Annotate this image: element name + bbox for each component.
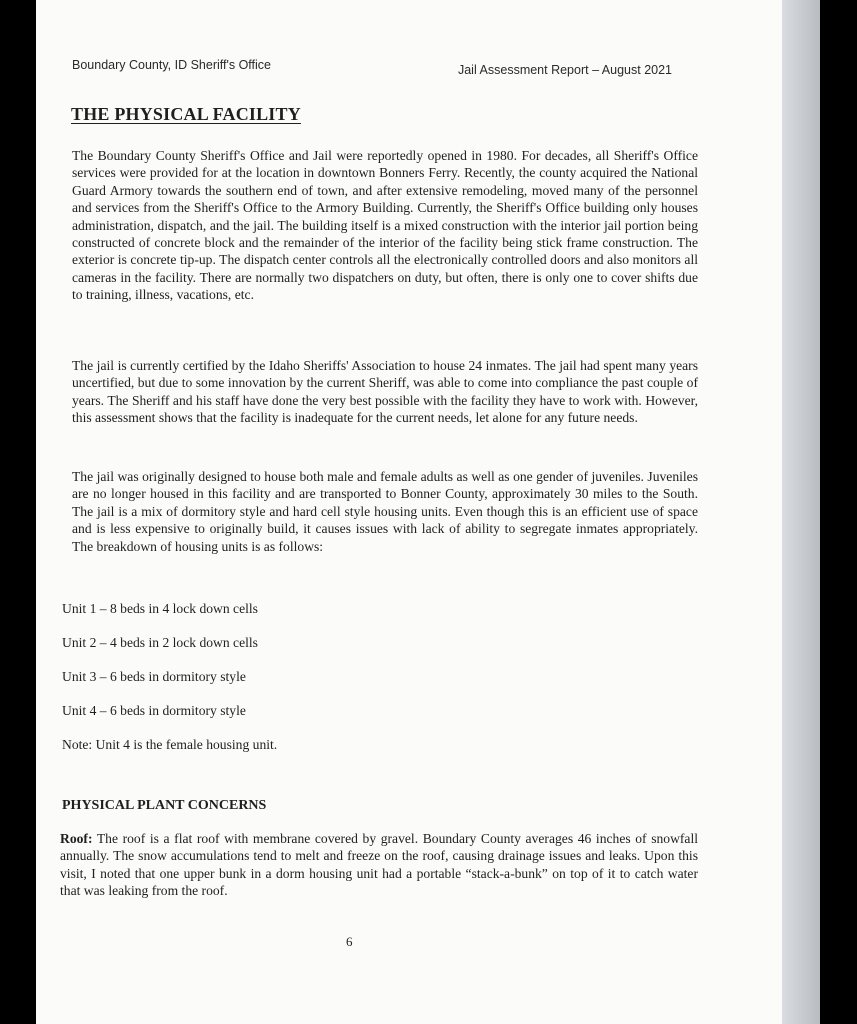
page-number: 6: [346, 934, 353, 949]
header-agency: Boundary County, ID Sheriff's Office: [72, 58, 272, 72]
subsection-title: PHYSICAL PLANT CONCERNS: [62, 798, 267, 813]
paragraph-facility-history: The Boundary County Sheriff's Office and Jail were reportedly opened in 1980. For decades, all Sheriff's Office services were provided for at the location in downtown Bonners Ferry. Recently, the county acquired the National Guard Armory towards the southern end of town, and after extensive remodeling, moved many of the personnel and services from the Sheriff's Office to the Armory Building. Currently, the Sheriff's Office building only houses administration, dispatch, and the jail. The building itself is a mixed construction with the interior jail portion being constructed of concrete block and the remainder of the interior of the facility being stick frame construction. The exterior is concrete tip-up. The dispatch center controls all the electronically controlled doors and also monitors all cameras in the facility. There are normally two dispatchers on duty, but often, there is only one to cover shifts due to training, illness, vacations, etc.: [72, 148, 698, 303]
housing-unit-2: Unit 2 – 4 beds in 2 lock down cells: [62, 635, 258, 650]
roof-label: Roof:: [60, 831, 93, 846]
roof-text: The roof is a flat roof with membrane covered by gravel. Boundary County averages 46 inches of snowfall annually. The snow accumulations tend to melt and freeze on the roof, causing drainage issues and leaks. Upon this visit, I noted that one upper bunk in a dorm housing unit had a portable “stack-a-bunk” on top of it to catch water that was leaking from the roof.: [60, 831, 699, 899]
housing-unit-3: Unit 3 – 6 beds in dormitory style: [62, 669, 246, 684]
paragraph-certification: The jail is currently certified by the Idaho Sheriffs' Association to house 24 inmates. The jail had spent many years uncertified, but due to some innovation by the current Sheriff, was able to come into compliance the past couple of years. The Sheriff and his staff have done the very best possible with the facility they have to work with. However, this assessment shows that the facility is inadequate for the current needs, let alone for any future needs.: [72, 358, 698, 426]
header-report-title: Jail Assessment Report – August 2021: [457, 63, 672, 77]
paragraph-roof: [60, 830, 698, 900]
housing-unit-1: Unit 1 – 8 beds in 4 lock down cells: [62, 601, 258, 616]
section-title: THE PHYSICAL FACILITY: [71, 104, 301, 124]
housing-unit-4: Unit 4 – 6 beds in dormitory style: [62, 703, 246, 718]
paragraph-housing-design: The jail was originally designed to house both male and female adults as well as one gender of juveniles. Juveniles are no longer housed in this facility and are transported to Bonner County, approximately 30 miles to the South. The jail is a mix of dormitory style and hard cell style housing units. Even though this is an efficient use of space and is less expensive to originally build, it causes issues with lack of ability to segregate inmates appropriately. The breakdown of housing units is as follows:: [72, 469, 698, 554]
document-page: [36, 0, 782, 1024]
housing-note: Note: Unit 4 is the female housing unit.: [62, 737, 278, 752]
